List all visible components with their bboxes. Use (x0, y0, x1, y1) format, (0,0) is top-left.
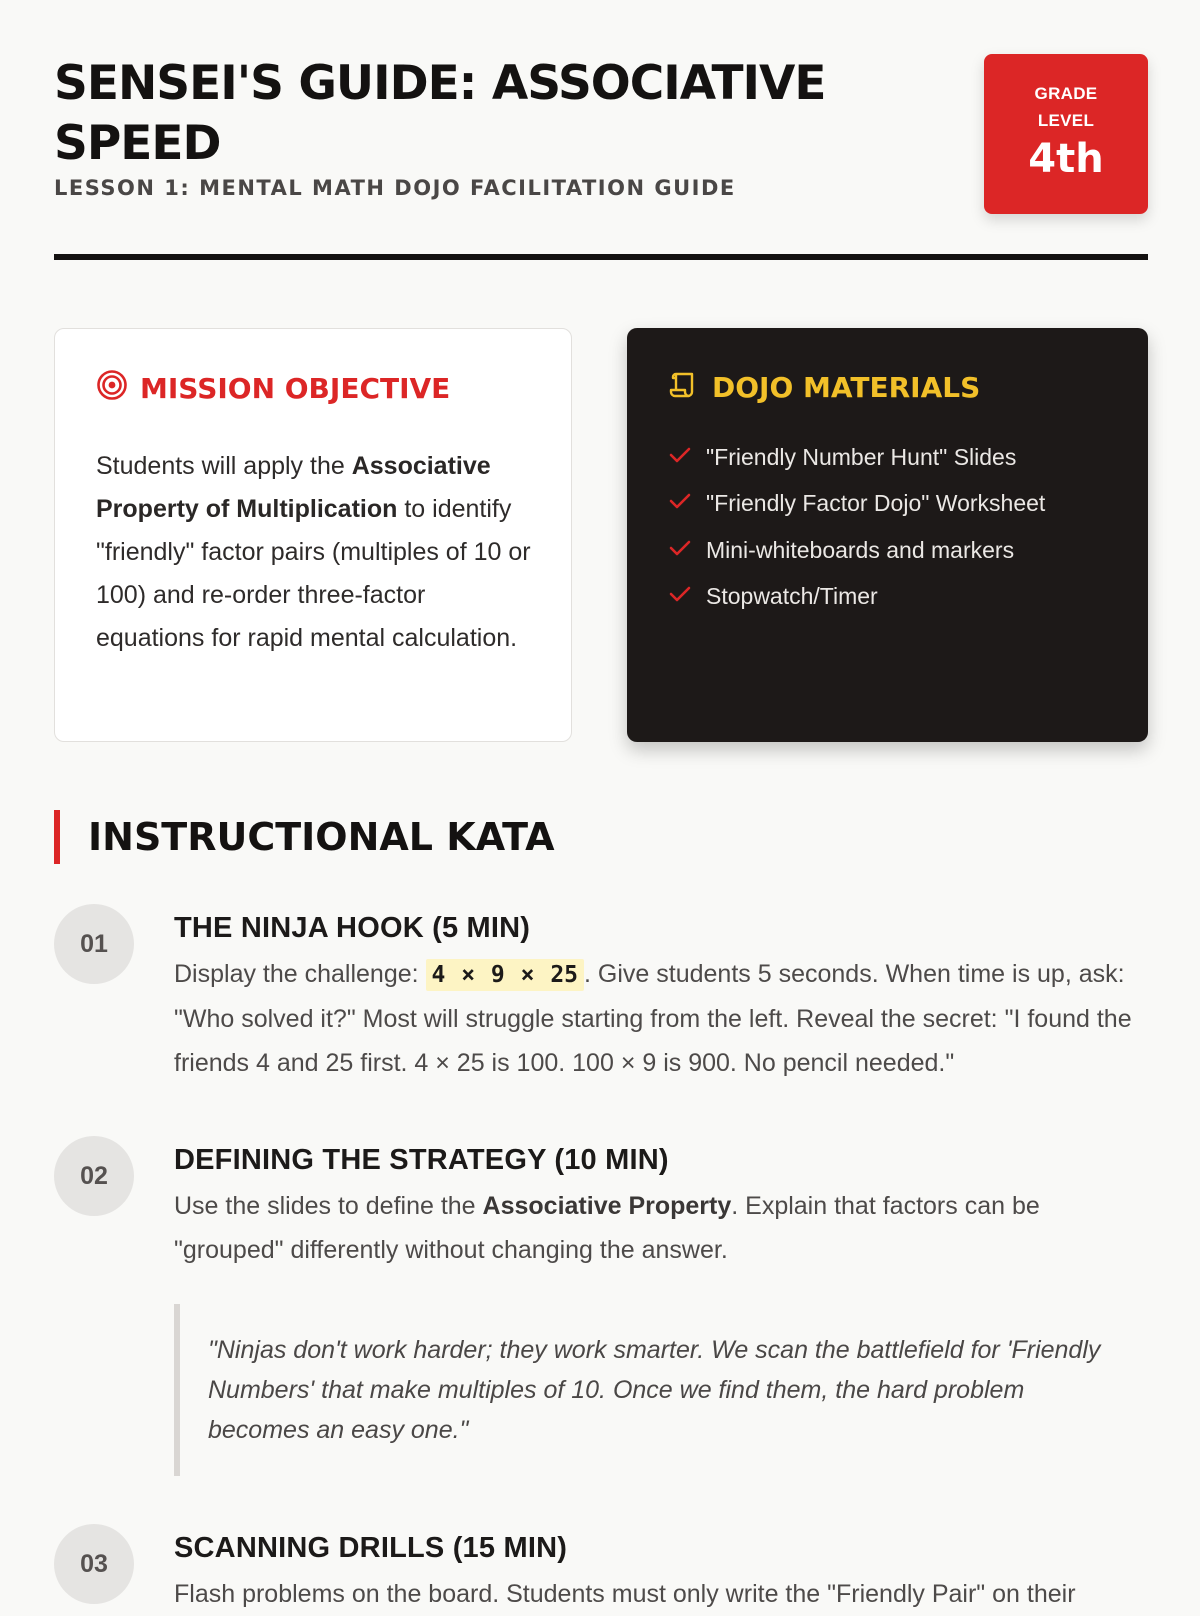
materials-heading: DOJO MATERIALS (712, 371, 981, 404)
step-text-bold: Associative Property (482, 1192, 732, 1220)
mission-heading-row (96, 369, 450, 408)
materials-item-label: "Friendly Factor Dojo" Worksheet (706, 490, 1046, 517)
step-text-after: . Explain that factors can be "grouped" differently without changing the answer. (174, 1192, 1040, 1264)
materials-item (668, 481, 1045, 528)
grade-level-badge (984, 54, 1148, 214)
header-divider (54, 254, 1148, 260)
page-subtitle: LESSON 1: MENTAL MATH DOJO FACILITATION GUIDE (54, 176, 736, 200)
grade-label (984, 80, 1148, 134)
scroll-icon (668, 368, 700, 407)
mission-text-before: Students will apply the (96, 452, 352, 480)
step-body (174, 1142, 1148, 1476)
mission-text-bold: Associative Property of Multiplication (96, 452, 491, 523)
mission-text-after: to identify "friendly" factor pairs (multiples of 10 or 100) and re-order three-factor equations for rapid mental calculation. (96, 495, 531, 652)
check-icon (668, 583, 692, 610)
guide-page (54, 0, 1148, 1608)
step-body (174, 1530, 1148, 1616)
step-title: DEFINING THE STRATEGY (10 MIN) (174, 1144, 669, 1176)
section-title: INSTRUCTIONAL KATA (88, 815, 555, 859)
check-icon (668, 537, 692, 564)
materials-item (668, 574, 1045, 621)
grade-label-line1: GRADE (1034, 84, 1098, 103)
mission-heading: MISSION OBJECTIVE (140, 372, 451, 405)
challenge-equation: 4 × 9 × 25 (426, 959, 584, 991)
grade-value: 4th (1028, 136, 1104, 182)
step-text-after: . Give students 5 seconds. When time is up, ask: "Who solved it?" Most will struggle starting from the left. Reveal the secret: "I found the friends 4 and 25 first. 4 × 25 is 100. 100 × 9 is 900. No pencil needed." (174, 960, 1132, 1077)
materials-heading-row (668, 368, 980, 407)
step-number: 01 (54, 904, 134, 984)
sensei-quote: "Ninjas don't work harder; they work smarter. We scan the battlefield for 'Friendly Numbers' that make multiples of 10. Once we find them, the hard problem becomes an easy one." (174, 1304, 1148, 1476)
page-title: SENSEI'S GUIDE: ASSOCIATIVE SPEED (54, 56, 826, 171)
section-accent-bar (54, 810, 60, 864)
step-title: THE NINJA HOOK (5 MIN) (174, 912, 531, 944)
step-text-before: Use the slides to define the (174, 1192, 483, 1220)
mission-objective-card (54, 328, 572, 742)
step-body (174, 910, 1148, 1085)
step-text: Flash problems on the board. Students must only write the "Friendly Pair" on their (174, 1580, 1076, 1608)
materials-item (668, 434, 1045, 481)
materials-item-label: "Friendly Number Hunt" Slides (706, 443, 1017, 470)
step-title: SCANNING DRILLS (15 MIN) (174, 1532, 568, 1564)
check-icon (668, 490, 692, 517)
page-header (54, 0, 1148, 262)
step-number: 03 (54, 1524, 134, 1604)
mission-text (96, 445, 536, 660)
grade-label-line2: LEVEL (1037, 111, 1095, 130)
check-icon (668, 444, 692, 471)
materials-item-label: Mini-whiteboards and markers (706, 536, 1015, 563)
dojo-materials-card (627, 328, 1148, 742)
materials-list (668, 434, 1045, 620)
materials-item-label: Stopwatch/Timer (706, 583, 878, 610)
step-text (174, 1184, 1148, 1272)
step-number: 02 (54, 1136, 134, 1216)
materials-item (668, 527, 1045, 574)
step-text-before: Display the challenge: (174, 960, 426, 988)
target-icon (96, 369, 128, 408)
step-text (174, 952, 1148, 1085)
instructional-kata-heading (54, 810, 555, 864)
